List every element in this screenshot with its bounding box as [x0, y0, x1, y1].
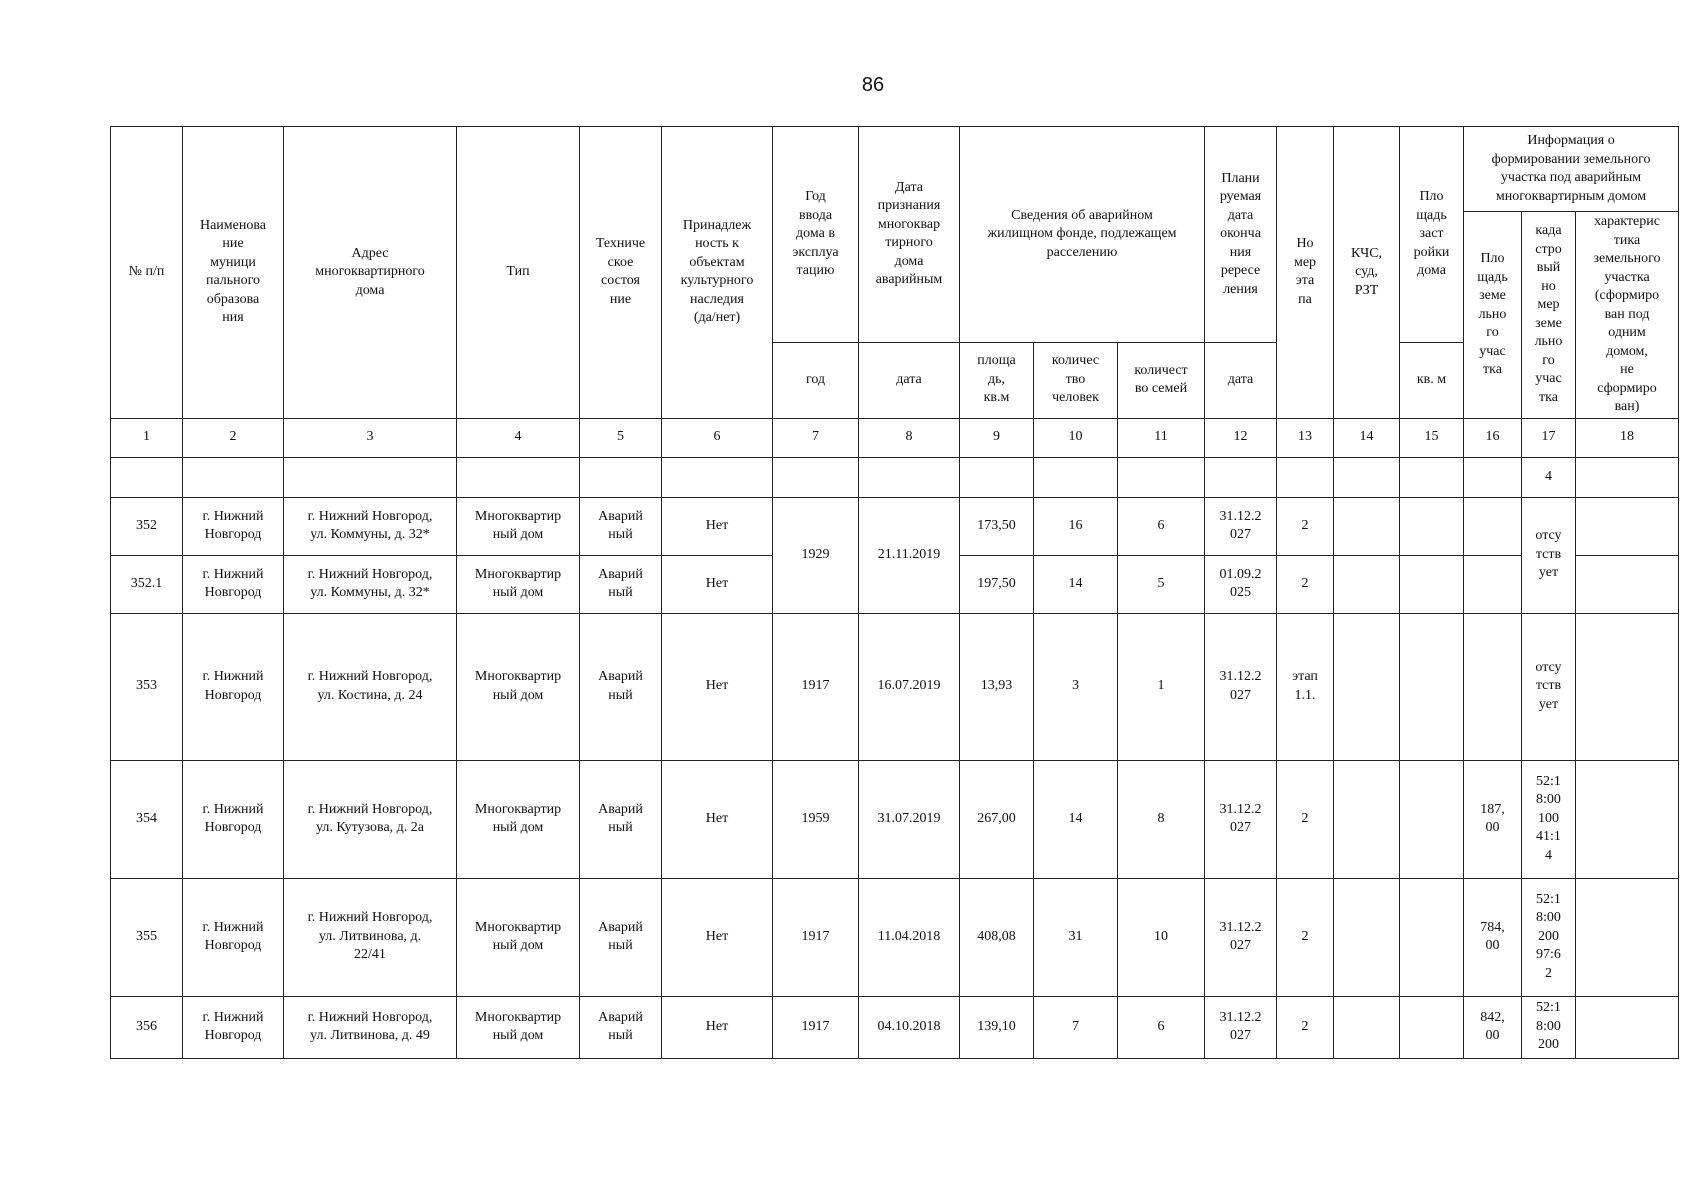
building-type: Многоквартир ный дом	[457, 613, 580, 760]
empty-cell	[1334, 457, 1400, 497]
resettlement-area: 13,93	[960, 613, 1034, 760]
header-type: Тип	[457, 127, 580, 419]
building-type: Многоквартир ный дом	[457, 497, 580, 555]
land-area: 784, 00	[1464, 878, 1522, 996]
planned-date: 31.12.2 027	[1205, 497, 1277, 555]
row-number: 354	[111, 760, 183, 878]
column-number: 13	[1277, 418, 1334, 457]
heritage-flag: Нет	[662, 497, 773, 555]
land-area	[1464, 555, 1522, 613]
header-cadastral-number: када стро вый но мер земе льно го учас тка	[1522, 212, 1576, 419]
recognition-date: 31.07.2019	[859, 760, 960, 878]
header-heritage: Принадлеж ность к объектам культурного наследия (да/нет)	[662, 127, 773, 419]
commission-year: 1917	[773, 996, 859, 1058]
family-count: 8	[1118, 760, 1205, 878]
empty-cell	[457, 457, 580, 497]
heritage-flag: Нет	[662, 878, 773, 996]
family-count: 6	[1118, 497, 1205, 555]
cadastral-continuation: 4	[1522, 457, 1576, 497]
building-type: Многоквартир ный дом	[457, 996, 580, 1058]
row-number: 355	[111, 878, 183, 996]
resettlement-area: 267,00	[960, 760, 1034, 878]
kchs-value	[1334, 613, 1400, 760]
unit-families: количест во семей	[1118, 342, 1205, 418]
empty-cell	[1464, 457, 1522, 497]
stage-number: 2	[1277, 996, 1334, 1058]
family-count: 6	[1118, 996, 1205, 1058]
technical-state: Аварий ный	[580, 497, 662, 555]
column-number: 3	[284, 418, 457, 457]
page-number: 86	[861, 74, 885, 96]
column-number-row	[111, 418, 1679, 457]
empty-cell	[1034, 457, 1118, 497]
cadastral-number: 52:1 8:00 100 41:1 4	[1522, 760, 1576, 878]
people-count: 3	[1034, 613, 1118, 760]
building-type: Многоквартир ный дом	[457, 878, 580, 996]
cadastral-number: 52:1 8:00 200 97:6 2	[1522, 878, 1576, 996]
emergency-housing-table	[110, 126, 1679, 1059]
land-area: 187, 00	[1464, 760, 1522, 878]
column-number: 8	[859, 418, 960, 457]
stage-number: 2	[1277, 497, 1334, 555]
kchs-value	[1334, 996, 1400, 1058]
column-number: 12	[1205, 418, 1277, 457]
header-commission-year: Год ввода дома в эксплуа тацию	[773, 127, 859, 343]
built-area	[1400, 497, 1464, 555]
municipality: г. Нижний Новгород	[183, 613, 284, 760]
municipality: г. Нижний Новгород	[183, 996, 284, 1058]
commission-year: 1917	[773, 878, 859, 996]
unit-built-area: кв. м	[1400, 342, 1464, 418]
header-recognition-date: Дата признания многоквар тирного дома аварийным	[859, 127, 960, 343]
land-characteristic	[1576, 760, 1679, 878]
address: г. Нижний Новгород, ул. Кутузова, д. 2а	[284, 760, 457, 878]
stage-number: 2	[1277, 555, 1334, 613]
planned-date: 31.12.2 027	[1205, 996, 1277, 1058]
header-planned-date: Плани руемая дата оконча ния pересе ления	[1205, 127, 1277, 343]
municipality: г. Нижний Новгород	[183, 760, 284, 878]
people-count: 14	[1034, 555, 1118, 613]
cadastral-number: отсу тств ует	[1522, 613, 1576, 760]
heritage-flag: Нет	[662, 613, 773, 760]
family-count: 5	[1118, 555, 1205, 613]
heritage-flag: Нет	[662, 996, 773, 1058]
unit-area: площа дь, кв.м	[960, 342, 1034, 418]
column-number: 1	[111, 418, 183, 457]
column-number: 15	[1400, 418, 1464, 457]
municipality: г. Нижний Новгород	[183, 497, 284, 555]
column-number: 6	[662, 418, 773, 457]
row-number: 352	[111, 497, 183, 555]
empty-cell	[183, 457, 284, 497]
technical-state: Аварий ный	[580, 555, 662, 613]
municipality: г. Нижний Новгород	[183, 878, 284, 996]
planned-date: 31.12.2 027	[1205, 760, 1277, 878]
built-area	[1400, 760, 1464, 878]
technical-state: Аварий ный	[580, 996, 662, 1058]
heritage-flag: Нет	[662, 555, 773, 613]
planned-date: 31.12.2 027	[1205, 613, 1277, 760]
kchs-value	[1334, 555, 1400, 613]
land-characteristic	[1576, 555, 1679, 613]
empty-cell	[773, 457, 859, 497]
land-characteristic	[1576, 613, 1679, 760]
unit-people: количес тво человек	[1034, 342, 1118, 418]
family-count: 1	[1118, 613, 1205, 760]
people-count: 31	[1034, 878, 1118, 996]
column-number: 2	[183, 418, 284, 457]
column-number: 14	[1334, 418, 1400, 457]
empty-cell	[1277, 457, 1334, 497]
recognition-date: 11.04.2018	[859, 878, 960, 996]
header-land-area: Пло щадь земе льно го учас тка	[1464, 212, 1522, 419]
table-row	[111, 760, 1679, 878]
planned-date: 31.12.2 027	[1205, 878, 1277, 996]
resettlement-area: 197,50	[960, 555, 1034, 613]
heritage-flag: Нет	[662, 760, 773, 878]
recognition-date: 21.11.2019	[859, 497, 960, 613]
land-characteristic	[1576, 497, 1679, 555]
empty-cell	[960, 457, 1034, 497]
column-number: 7	[773, 418, 859, 457]
empty-cell	[1118, 457, 1205, 497]
technical-state: Аварий ный	[580, 760, 662, 878]
commission-year: 1917	[773, 613, 859, 760]
stage-number: 2	[1277, 760, 1334, 878]
header-technical-state: Техниче ское состоя ние	[580, 127, 662, 419]
row-number: 356	[111, 996, 183, 1058]
header-land-characteristic: характерис тика земельного участка (сформиро ван под одним домом, не сформиро ван)	[1576, 212, 1679, 419]
stage-number: этап 1.1.	[1277, 613, 1334, 760]
stage-number: 2	[1277, 878, 1334, 996]
table-row	[111, 497, 1679, 555]
commission-year: 1929	[773, 497, 859, 613]
people-count: 7	[1034, 996, 1118, 1058]
empty-cell	[859, 457, 960, 497]
empty-cell	[1576, 457, 1679, 497]
kchs-value	[1334, 497, 1400, 555]
planned-date: 01.09.2 025	[1205, 555, 1277, 613]
address: г. Нижний Новгород, ул. Литвинова, д. 22/41	[284, 878, 457, 996]
row-number: 353	[111, 613, 183, 760]
built-area	[1400, 555, 1464, 613]
address: г. Нижний Новгород, ул. Литвинова, д. 49	[284, 996, 457, 1058]
address: г. Нижний Новгород, ул. Коммуны, д. 32*	[284, 497, 457, 555]
land-area	[1464, 497, 1522, 555]
kchs-value	[1334, 760, 1400, 878]
cadastral-number: отсу тств ует	[1522, 497, 1576, 613]
resettlement-area: 139,10	[960, 996, 1034, 1058]
empty-cell	[1205, 457, 1277, 497]
family-count: 10	[1118, 878, 1205, 996]
header-number: № п/п	[111, 127, 183, 419]
header-stage: Но мер эта па	[1277, 127, 1334, 419]
column-number: 10	[1034, 418, 1118, 457]
header-land-plot-info: Информация о формировании земельного участка под аварийным многоквартирным домом	[1464, 127, 1679, 212]
municipality: г. Нижний Новгород	[183, 555, 284, 613]
row-number: 352.1	[111, 555, 183, 613]
continuation-row	[111, 457, 1679, 497]
empty-cell	[111, 457, 183, 497]
people-count: 16	[1034, 497, 1118, 555]
building-type: Многоквартир ный дом	[457, 555, 580, 613]
unit-date: дата	[859, 342, 960, 418]
header-address: Адрес многоквартирного дома	[284, 127, 457, 419]
column-number: 18	[1576, 418, 1679, 457]
column-number: 17	[1522, 418, 1576, 457]
column-number: 5	[580, 418, 662, 457]
header-row-1	[111, 127, 1679, 212]
people-count: 14	[1034, 760, 1118, 878]
cadastral-number: 52:1 8:00 200	[1522, 996, 1576, 1058]
header-resettlement-info: Сведения об аварийном жилищном фонде, подлежащем расселению	[960, 127, 1205, 343]
address: г. Нижний Новгород, ул. Костина, д. 24	[284, 613, 457, 760]
commission-year: 1959	[773, 760, 859, 878]
unit-planned-date: дата	[1205, 342, 1277, 418]
column-number: 4	[457, 418, 580, 457]
table-row	[111, 613, 1679, 760]
empty-cell	[662, 457, 773, 497]
built-area	[1400, 878, 1464, 996]
header-kchs: КЧС, суд, РЗТ	[1334, 127, 1400, 419]
technical-state: Аварий ный	[580, 878, 662, 996]
table-row	[111, 878, 1679, 996]
header-built-area: Пло щадь заст ройки дома	[1400, 127, 1464, 343]
empty-cell	[284, 457, 457, 497]
unit-year: год	[773, 342, 859, 418]
land-area	[1464, 613, 1522, 760]
resettlement-area: 173,50	[960, 497, 1034, 555]
table-row	[111, 996, 1679, 1058]
address: г. Нижний Новгород, ул. Коммуны, д. 32*	[284, 555, 457, 613]
built-area	[1400, 996, 1464, 1058]
header-municipality: Наименова ние муници пального образова ния	[183, 127, 284, 419]
recognition-date: 16.07.2019	[859, 613, 960, 760]
building-type: Многоквартир ный дом	[457, 760, 580, 878]
column-number: 9	[960, 418, 1034, 457]
land-characteristic	[1576, 996, 1679, 1058]
technical-state: Аварий ный	[580, 613, 662, 760]
land-area: 842, 00	[1464, 996, 1522, 1058]
land-characteristic	[1576, 878, 1679, 996]
empty-cell	[580, 457, 662, 497]
resettlement-area: 408,08	[960, 878, 1034, 996]
built-area	[1400, 613, 1464, 760]
column-number: 11	[1118, 418, 1205, 457]
column-number: 16	[1464, 418, 1522, 457]
kchs-value	[1334, 878, 1400, 996]
recognition-date: 04.10.2018	[859, 996, 960, 1058]
empty-cell	[1400, 457, 1464, 497]
